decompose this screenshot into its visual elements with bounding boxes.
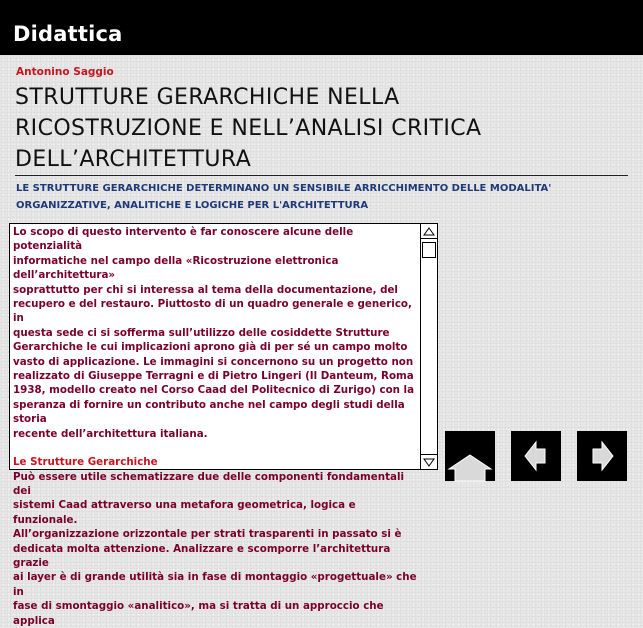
author-name: Antonino Saggio: [16, 66, 114, 78]
subtitle-line: ORGANIZZATIVE, ANALITICHE E LOGICHE PER L'ARCHITETTURA: [16, 200, 369, 211]
text-line: questa sede ci si sofferma sull’utilizzo delle cosiddette Strutture: [13, 326, 390, 339]
text-line: dedicata molta attenzione. Analizzare e scomporre l’architettura grazie: [13, 542, 391, 569]
text-line: speranza di fornire un contributo anche nel campo degli studi della storia: [13, 398, 405, 426]
next-page-button[interactable]: [577, 431, 627, 481]
arrow-right-icon: [577, 431, 627, 481]
scroll-up-button[interactable]: [421, 224, 437, 239]
text-line: realizzato di Giuseppe Terragni e di Pietro Lingeri (Il Danteum, Roma: [13, 370, 414, 383]
text-line: recupero e del restauro. Piuttosto di un quadro generale e generico, in: [13, 298, 412, 325]
scroll-thumb[interactable]: [422, 242, 436, 258]
article-text: [13, 225, 418, 628]
subtitle: [16, 180, 626, 214]
text-line: vasto di applicazione. Le immagini si concernono su un progetto non: [13, 355, 414, 368]
arrow-left-icon: [511, 431, 561, 481]
scroll-down-button[interactable]: [421, 454, 437, 469]
title-divider: [15, 175, 628, 176]
text-line: fase di smontaggio «analitico», ma si tratta di un approccio che applica: [13, 600, 384, 627]
triangle-up-icon: [423, 227, 435, 236]
subtitle-line: LE STRUTTURE GERARCHICHE DETERMINANO UN SENSIBILE ARRICCHIMENTO DELLE MODALITA': [16, 183, 552, 194]
text-line: sistemi Caad attraverso una metafora geometrica, logica e funzionale.: [13, 499, 356, 526]
title-line: RICOSTRUZIONE E NELL’ANALISI CRITICA: [15, 116, 482, 141]
paragraph-gap: [13, 441, 418, 455]
page-title: [15, 82, 625, 175]
text-line: informatiche nel campo della «Ricostruzione elettronica dell’architettura»: [13, 254, 339, 282]
text-line: ai layer è di grande utilità sia in fase di montaggio «progettuale» che in: [13, 571, 417, 598]
text-line: Può essere utile schematizzare due delle componenti fondamentali dei: [13, 470, 405, 497]
text-line: 1938, modello creato nel Corso Caad del Politecnico di Zurigo) con la: [13, 384, 415, 397]
triangle-down-icon: [423, 458, 435, 467]
section-heading: Le Strutture Gerarchiche: [13, 456, 158, 469]
home-button[interactable]: [445, 431, 495, 481]
vertical-scrollbar[interactable]: [420, 224, 437, 469]
text-line: recente dell’architettura italiana.: [13, 427, 208, 440]
text-line: soprattutto per chi si interessa al tema della documentazione, del: [13, 283, 398, 296]
section-title: Didattica: [13, 22, 123, 46]
text-line: Gerarchiche le cui implicazioni aprono già di per sé un campo molto: [13, 341, 408, 354]
scrolling-text-box[interactable]: [9, 223, 438, 627]
header-bar: [0, 0, 643, 55]
house-icon: [445, 431, 495, 481]
title-line: STRUTTURE GERARCHICHE NELLA: [15, 85, 400, 110]
title-line: DELL’ARCHITETTURA: [15, 147, 252, 172]
previous-page-button[interactable]: [511, 431, 561, 481]
text-line: All’organizzazione orizzontale per strati trasparenti in passato si è: [13, 528, 402, 541]
text-line: Lo scopo di questo intervento è far conoscere alcune delle potenzialità: [13, 226, 354, 253]
